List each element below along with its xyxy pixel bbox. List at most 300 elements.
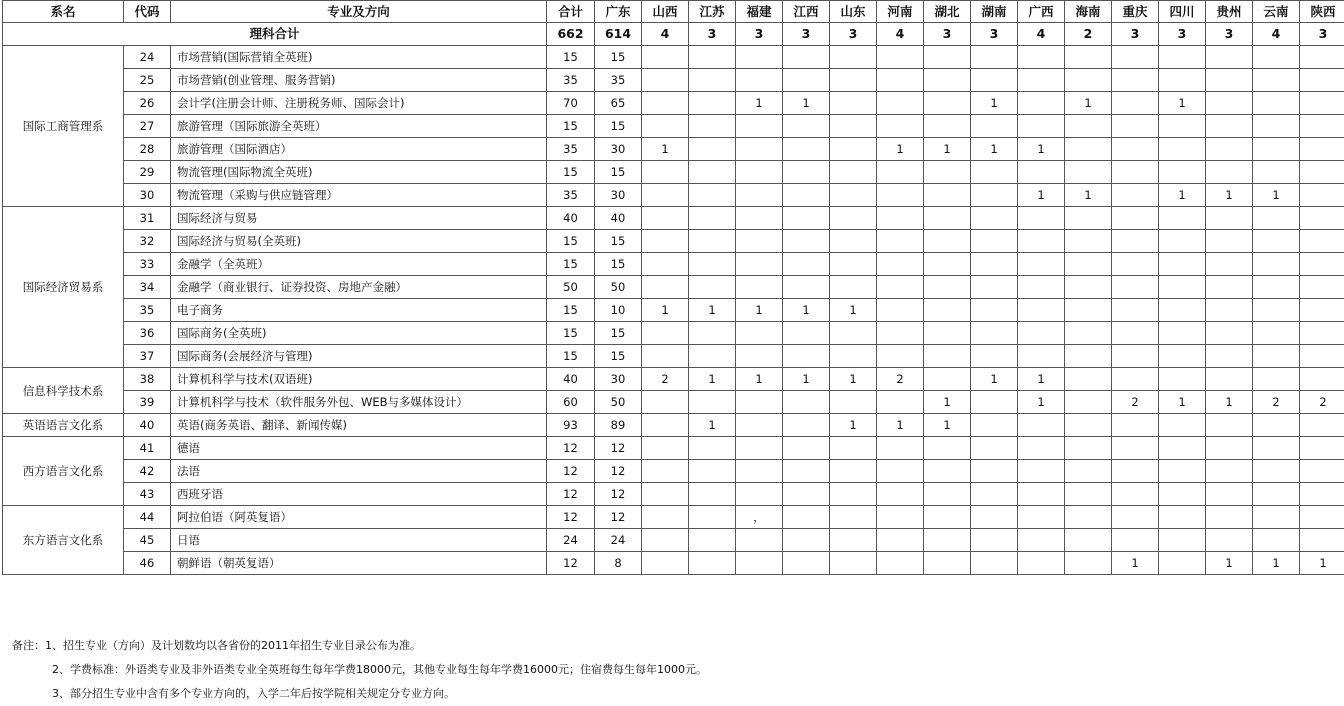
quota-cell [1253, 253, 1300, 276]
quota-cell [924, 345, 971, 368]
quota-cell [1300, 483, 1344, 506]
quota-cell [1112, 322, 1159, 345]
note-1: 备注：1、招生专业（方向）及计划数均以各省份的2011年招生专业目录公布为准。 [12, 634, 707, 658]
quota-cell [971, 506, 1018, 529]
major-code: 32 [124, 230, 171, 253]
quota-cell: 15 [547, 299, 595, 322]
quota-cell [924, 299, 971, 322]
quota-cell [830, 276, 877, 299]
quota-cell [924, 253, 971, 276]
major-name: 国际商务(会展经济与管理) [171, 345, 547, 368]
quota-cell [1253, 345, 1300, 368]
quota-cell: 2 [877, 368, 924, 391]
quota-cell: 40 [547, 368, 595, 391]
quota-cell [1159, 115, 1206, 138]
major-code: 37 [124, 345, 171, 368]
major-name: 阿拉伯语（阿英复语） [171, 506, 547, 529]
column-header: 重庆 [1112, 1, 1159, 23]
quota-cell [736, 69, 783, 92]
quota-cell: 1 [736, 368, 783, 391]
quota-cell [1159, 414, 1206, 437]
quota-cell [1112, 138, 1159, 161]
quota-cell [924, 207, 971, 230]
quota-cell: 40 [547, 207, 595, 230]
quota-cell [1065, 207, 1112, 230]
summary-label: 理科合计 [3, 23, 547, 46]
quota-cell [1300, 46, 1344, 69]
quota-cell [1159, 276, 1206, 299]
quota-cell [642, 552, 689, 575]
quota-cell [1018, 437, 1065, 460]
quota-cell [1253, 46, 1300, 69]
quota-cell: 15 [547, 345, 595, 368]
quota-cell [830, 230, 877, 253]
header-row [3, 1, 1344, 23]
quota-cell: 12 [595, 437, 642, 460]
quota-cell [736, 552, 783, 575]
quota-cell [736, 46, 783, 69]
column-header: 江西 [783, 1, 830, 23]
quota-cell [1159, 552, 1206, 575]
quota-cell [830, 552, 877, 575]
quota-cell [1206, 299, 1253, 322]
quota-cell [1065, 460, 1112, 483]
major-code: 24 [124, 46, 171, 69]
quota-cell [971, 437, 1018, 460]
quota-cell [1018, 161, 1065, 184]
summary-value: 4 [1253, 23, 1300, 46]
quota-cell [1065, 161, 1112, 184]
quota-cell [736, 391, 783, 414]
quota-cell [783, 69, 830, 92]
quota-cell [783, 322, 830, 345]
quota-cell [642, 391, 689, 414]
major-name: 德语 [171, 437, 547, 460]
summary-value: 4 [642, 23, 689, 46]
quota-cell [877, 207, 924, 230]
quota-cell [1112, 529, 1159, 552]
quota-cell [642, 46, 689, 69]
quota-cell [1300, 368, 1344, 391]
quota-cell [736, 322, 783, 345]
quota-cell [971, 69, 1018, 92]
quota-cell [924, 483, 971, 506]
quota-cell: 2 [1112, 391, 1159, 414]
quota-cell: 1 [1300, 552, 1344, 575]
quota-cell [877, 460, 924, 483]
department-name: 东方语言文化系 [3, 506, 124, 575]
table-row [3, 414, 1344, 437]
column-header: 代码 [124, 1, 171, 23]
quota-cell [971, 345, 1018, 368]
major-name: 旅游管理（国际酒店） [171, 138, 547, 161]
quota-cell [1018, 414, 1065, 437]
quota-cell [1206, 437, 1253, 460]
quota-cell: 70 [547, 92, 595, 115]
table-row [3, 552, 1344, 575]
quota-cell [1018, 299, 1065, 322]
quota-cell [830, 460, 877, 483]
column-header: 贵州 [1206, 1, 1253, 23]
major-name: 市场营销(创业管理、服务营销) [171, 69, 547, 92]
table-row [3, 368, 1344, 391]
quota-cell [642, 483, 689, 506]
quota-cell [689, 322, 736, 345]
quota-cell: 65 [595, 92, 642, 115]
major-code: 46 [124, 552, 171, 575]
quota-cell [1159, 138, 1206, 161]
quota-cell: 1 [1253, 184, 1300, 207]
quota-cell: 30 [595, 368, 642, 391]
summary-value: 4 [877, 23, 924, 46]
quota-cell [642, 253, 689, 276]
quota-cell: 15 [547, 161, 595, 184]
table-row [3, 322, 1344, 345]
quota-cell [1253, 483, 1300, 506]
quota-cell [1159, 483, 1206, 506]
quota-cell [689, 46, 736, 69]
major-code: 29 [124, 161, 171, 184]
quota-cell [783, 138, 830, 161]
quota-cell: 1 [736, 299, 783, 322]
major-code: 43 [124, 483, 171, 506]
quota-cell [689, 483, 736, 506]
table-row [3, 345, 1344, 368]
quota-cell: 12 [547, 552, 595, 575]
quota-cell [830, 322, 877, 345]
summary-value: 3 [1300, 23, 1344, 46]
quota-cell [830, 391, 877, 414]
quota-cell [1300, 414, 1344, 437]
quota-cell [1253, 115, 1300, 138]
column-header: 山西 [642, 1, 689, 23]
quota-cell [689, 529, 736, 552]
quota-cell [877, 322, 924, 345]
quota-cell: 1 [1065, 92, 1112, 115]
column-header: 海南 [1065, 1, 1112, 23]
major-name: 法语 [171, 460, 547, 483]
quota-cell [689, 506, 736, 529]
quota-cell [1159, 437, 1206, 460]
quota-cell [971, 483, 1018, 506]
quota-cell [1065, 253, 1112, 276]
quota-cell [1206, 483, 1253, 506]
quota-cell: 50 [547, 276, 595, 299]
quota-cell [877, 276, 924, 299]
quota-cell [830, 161, 877, 184]
quota-cell [1300, 230, 1344, 253]
quota-cell [924, 529, 971, 552]
quota-cell [1206, 368, 1253, 391]
table-row [3, 207, 1344, 230]
quota-cell [1253, 207, 1300, 230]
department-name: 英语语言文化系 [3, 414, 124, 437]
quota-cell [971, 529, 1018, 552]
major-name: 金融学（商业银行、证券投资、房地产金融） [171, 276, 547, 299]
quota-cell [877, 506, 924, 529]
quota-cell [783, 414, 830, 437]
quota-cell [1112, 69, 1159, 92]
quota-cell [1018, 483, 1065, 506]
quota-cell [1253, 230, 1300, 253]
quota-cell [830, 207, 877, 230]
quota-cell: 1 [971, 92, 1018, 115]
quota-cell: 1 [924, 391, 971, 414]
quota-cell [642, 414, 689, 437]
quota-cell: 15 [595, 253, 642, 276]
quota-cell [877, 69, 924, 92]
column-header: 福建 [736, 1, 783, 23]
table-row [3, 161, 1344, 184]
major-name: 西班牙语 [171, 483, 547, 506]
quota-cell [1253, 368, 1300, 391]
quota-cell: 15 [547, 115, 595, 138]
quota-cell [736, 253, 783, 276]
quota-cell [971, 276, 1018, 299]
table-row [3, 184, 1344, 207]
quota-cell [783, 115, 830, 138]
department-name: 信息科学技术系 [3, 368, 124, 414]
column-header: 陕西 [1300, 1, 1344, 23]
quota-cell [1206, 322, 1253, 345]
quota-cell [783, 391, 830, 414]
quota-cell [1300, 138, 1344, 161]
quota-cell [1159, 253, 1206, 276]
quota-cell: 93 [547, 414, 595, 437]
quota-cell: 1 [642, 138, 689, 161]
major-code: 39 [124, 391, 171, 414]
quota-cell [1300, 299, 1344, 322]
major-name: 朝鲜语（朝英复语） [171, 552, 547, 575]
quota-cell [1065, 437, 1112, 460]
quota-cell [1159, 207, 1206, 230]
quota-cell: 1 [830, 299, 877, 322]
quota-cell: 1 [642, 299, 689, 322]
quota-cell [783, 437, 830, 460]
department-name: 国际工商管理系 [3, 46, 124, 207]
quota-cell [783, 207, 830, 230]
summary-value: 3 [689, 23, 736, 46]
quota-cell [1206, 69, 1253, 92]
quota-cell [924, 184, 971, 207]
quota-cell: 2 [1253, 391, 1300, 414]
quota-cell: 1 [1112, 552, 1159, 575]
table-row [3, 529, 1344, 552]
quota-cell: 12 [595, 460, 642, 483]
note-3: 3、部分招生专业中含有多个专业方向的，入学二年后按学院相关规定分专业方向。 [12, 682, 707, 706]
quota-cell: 2 [642, 368, 689, 391]
column-header: 合计 [547, 1, 595, 23]
summary-value: 3 [783, 23, 830, 46]
quota-cell [1206, 161, 1253, 184]
quota-cell [1112, 483, 1159, 506]
major-name: 会计学(注册会计师、注册税务师、国际会计) [171, 92, 547, 115]
quota-cell [877, 345, 924, 368]
column-header: 四川 [1159, 1, 1206, 23]
quota-cell [1253, 299, 1300, 322]
quota-cell [971, 207, 1018, 230]
major-code: 31 [124, 207, 171, 230]
quota-cell [1018, 207, 1065, 230]
column-header: 山东 [830, 1, 877, 23]
quota-cell [924, 552, 971, 575]
quota-cell: 24 [547, 529, 595, 552]
quota-cell [783, 483, 830, 506]
quota-cell [971, 552, 1018, 575]
quota-cell: 1 [1253, 552, 1300, 575]
quota-cell [1112, 506, 1159, 529]
summary-value: 3 [1206, 23, 1253, 46]
quota-cell: 15 [595, 230, 642, 253]
major-name: 电子商务 [171, 299, 547, 322]
quota-cell [736, 345, 783, 368]
quota-cell [1018, 69, 1065, 92]
quota-cell [1253, 506, 1300, 529]
quota-cell: 30 [595, 184, 642, 207]
quota-cell [1253, 138, 1300, 161]
quota-cell [1206, 207, 1253, 230]
quota-cell [1300, 92, 1344, 115]
quota-cell: 1 [1159, 92, 1206, 115]
quota-cell [877, 46, 924, 69]
quota-cell [642, 92, 689, 115]
quota-cell: 89 [595, 414, 642, 437]
quota-cell [1112, 184, 1159, 207]
quota-cell: 12 [547, 437, 595, 460]
quota-cell: 15 [595, 115, 642, 138]
quota-cell [877, 552, 924, 575]
quota-cell [971, 115, 1018, 138]
quota-cell [1159, 69, 1206, 92]
quota-cell [642, 115, 689, 138]
quota-cell [1159, 368, 1206, 391]
quota-cell [830, 92, 877, 115]
quota-cell [971, 460, 1018, 483]
column-header: 专业及方向 [171, 1, 547, 23]
quota-cell [1159, 345, 1206, 368]
quota-cell: 1 [689, 299, 736, 322]
quota-cell [1300, 115, 1344, 138]
quota-cell: 1 [830, 368, 877, 391]
quota-cell [1065, 414, 1112, 437]
quota-cell: 1 [783, 368, 830, 391]
quota-cell: 10 [595, 299, 642, 322]
quota-cell: 1 [1159, 391, 1206, 414]
quota-cell [689, 207, 736, 230]
quota-cell [736, 207, 783, 230]
quota-cell: 15 [547, 253, 595, 276]
column-header: 江苏 [689, 1, 736, 23]
column-header: 系名 [3, 1, 124, 23]
quota-cell [783, 184, 830, 207]
summary-row [3, 23, 1344, 46]
quota-cell [924, 46, 971, 69]
quota-cell [736, 529, 783, 552]
quota-cell: 1 [1018, 391, 1065, 414]
summary-value: 2 [1065, 23, 1112, 46]
quota-cell: 40 [595, 207, 642, 230]
quota-cell [783, 529, 830, 552]
quota-cell [1018, 115, 1065, 138]
quota-cell [1300, 184, 1344, 207]
table-row [3, 460, 1344, 483]
quota-cell [1018, 345, 1065, 368]
major-name: 日语 [171, 529, 547, 552]
quota-cell [1018, 46, 1065, 69]
table-row [3, 391, 1344, 414]
quota-cell [736, 230, 783, 253]
summary-value: 4 [1018, 23, 1065, 46]
major-name: 英语(商务英语、翻译、新闻传媒) [171, 414, 547, 437]
quota-cell [1065, 299, 1112, 322]
major-code: 38 [124, 368, 171, 391]
summary-value: 3 [924, 23, 971, 46]
table-row [3, 92, 1344, 115]
quota-cell [689, 115, 736, 138]
quota-cell [971, 161, 1018, 184]
quota-cell [830, 345, 877, 368]
column-header: 广东 [595, 1, 642, 23]
major-code: 27 [124, 115, 171, 138]
quota-cell [1206, 115, 1253, 138]
quota-cell [783, 552, 830, 575]
quota-cell: 24 [595, 529, 642, 552]
quota-cell [1065, 69, 1112, 92]
quota-cell [1253, 276, 1300, 299]
quota-cell [736, 138, 783, 161]
quota-cell [1253, 161, 1300, 184]
quota-cell [830, 529, 877, 552]
quota-cell [1065, 46, 1112, 69]
quota-cell [971, 391, 1018, 414]
quota-cell [1206, 276, 1253, 299]
table-row [3, 230, 1344, 253]
quota-cell: 1 [1018, 138, 1065, 161]
quota-cell [1300, 506, 1344, 529]
quota-cell: 1 [1159, 184, 1206, 207]
quota-cell: 1 [971, 368, 1018, 391]
quota-cell [1159, 230, 1206, 253]
quota-cell [1253, 69, 1300, 92]
quota-cell [689, 161, 736, 184]
summary-value: 3 [736, 23, 783, 46]
major-code: 40 [124, 414, 171, 437]
quota-cell [830, 506, 877, 529]
quota-cell [1018, 253, 1065, 276]
quota-cell: 60 [547, 391, 595, 414]
major-code: 35 [124, 299, 171, 322]
quota-cell [1018, 552, 1065, 575]
table-row [3, 138, 1344, 161]
major-name: 金融学（全英班） [171, 253, 547, 276]
table-row [3, 506, 1344, 529]
quota-cell [1206, 414, 1253, 437]
column-header: 云南 [1253, 1, 1300, 23]
quota-cell [1112, 299, 1159, 322]
quota-cell [1018, 92, 1065, 115]
quota-cell: 1 [736, 92, 783, 115]
quota-cell [1065, 138, 1112, 161]
quota-cell: 1 [783, 92, 830, 115]
quota-cell [783, 460, 830, 483]
quota-cell: 35 [595, 69, 642, 92]
quota-cell [736, 414, 783, 437]
quota-cell: 30 [595, 138, 642, 161]
quota-cell [1206, 529, 1253, 552]
quota-cell: 35 [547, 69, 595, 92]
table-row [3, 437, 1344, 460]
quota-cell: 8 [595, 552, 642, 575]
